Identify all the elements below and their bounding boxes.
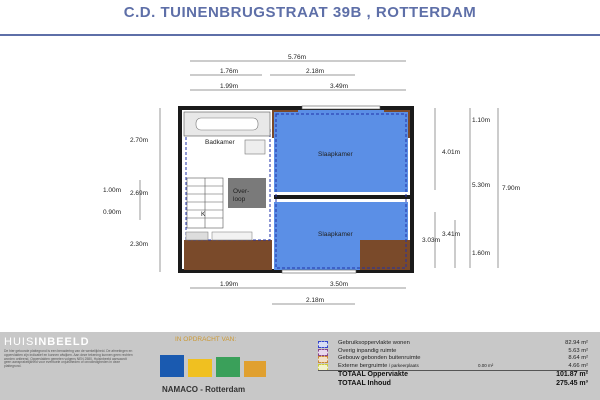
total-value: 275.45 m³ [556,380,588,388]
window-bottom [282,270,356,273]
logo-block-green [216,357,240,377]
dim-right-4: 7.90m [502,185,521,192]
dim-bottom-1: 1.99m [220,281,239,288]
room-label-slaapkamer-1: Slaapkamer [318,151,353,158]
dim-top-1: 1.76m [220,68,239,75]
logo-block-blue [160,355,184,377]
logo-block-yellow [188,359,212,377]
huisinbeeld-logo [4,336,134,396]
legend-label-main: Externe bergruimte [338,362,388,369]
disclaimer-text: De hier getoonde plattegrond is een benadering van de werkelijkheid. De afmetingen en oppervlakten zijn indicatief en kunnen afwijken. Aan deze tekening kunnen geen rechten worden ontleend. Oppervlakten gemeten volgens NEN 2580. Huisinbeeld aanvaardt geen aansprakelijkheid voor eventuele onjuistheden of onvolledigheden in deze plattegrond. [4,349,133,369]
page-title: C.D. TUINENBRUGSTRAAT 39B , ROTTERDAM [123,4,477,21]
room-label-overloop-1: Over- [233,188,250,195]
client-logo-icon [150,349,290,385]
dim-left-5: 2.30m [130,241,149,248]
dim-top-total: 5.76m [288,54,307,61]
dim-left-3: 2.69m [130,190,149,197]
brand-bold: INBEELD [34,336,90,348]
legend-value: 5.63 m² [568,347,588,354]
legend-label: Overig inpandig ruimte [338,347,397,354]
footer [0,332,600,400]
dim-top-3: 1.99m [220,83,239,90]
total-label: TOTAAL Inhoud [338,380,391,388]
header [0,0,600,38]
dim-left-1: 2.70m [130,137,149,144]
bathtub-inner [196,118,258,130]
dim-bottom-2: 3.50m [330,281,349,288]
dim-bottom-3: 2.18m [306,297,325,304]
cabinet [212,232,252,240]
legend-label [338,363,419,369]
header-rule [0,34,600,36]
legend [318,340,588,389]
dim-top-2: 2.18m [306,68,325,75]
legend-row [318,348,588,356]
legend-value: 8.64 m² [568,355,588,362]
floor-plan [0,40,600,330]
total-label: TOTAAL Opperviakte [338,371,409,379]
legend-row [318,355,588,363]
legend-value: 4.66 m² [568,362,588,369]
bedroom-bottom-extension [274,238,360,270]
client-logo [150,349,290,397]
legend-value: 82.94 m² [565,340,588,346]
logo-block-orange [244,361,266,377]
dim-right-7: 1.60m [472,250,491,257]
window-top [302,106,380,109]
legend-row [318,363,588,371]
client-name: NAMACO - Rotterdam [162,385,246,394]
terrace-bottom-right [360,240,410,270]
legend-label-sub: / parkeerplaats [388,362,419,368]
room-label-badkamer: Badkamer [205,139,235,146]
room-label-slaapkamer-2: Slaapkamer [318,231,353,238]
kitchen-counter [186,232,208,240]
legend-sub-value: 0.00 m² [478,362,494,368]
room-label-k: K [201,211,206,218]
room-label-overloop-2: loop [233,196,246,203]
stairs [187,178,223,228]
brand-name [4,336,134,348]
dim-right-3: 5.30m [472,182,491,189]
legend-row [318,340,588,348]
dim-top-4: 3.49m [330,83,349,90]
dim-right-2: 4.01m [442,149,461,156]
floor-plan-svg [0,40,600,330]
dim-right-6: 3.03m [422,237,441,244]
total-row-opp [318,370,588,380]
legend-label: Gebouw gebonden buitenruimte [338,355,421,362]
sink [245,140,265,154]
brand-light: HUIS [4,336,35,348]
dim-left-4: 0.90m [103,209,122,216]
total-row-inhoud [318,380,588,389]
terrace-bottom-left [184,240,272,270]
total-value: 101.87 m² [556,371,588,379]
legend-label: Gebruiksoppervlakte wonen [338,340,410,346]
dim-right-5: 3.41m [442,231,461,238]
dim-left-2: 1.00m [103,187,122,194]
opdracht-label: IN OPDRACHT VAN: [175,336,237,343]
dim-right-1: 1.10m [472,117,491,124]
